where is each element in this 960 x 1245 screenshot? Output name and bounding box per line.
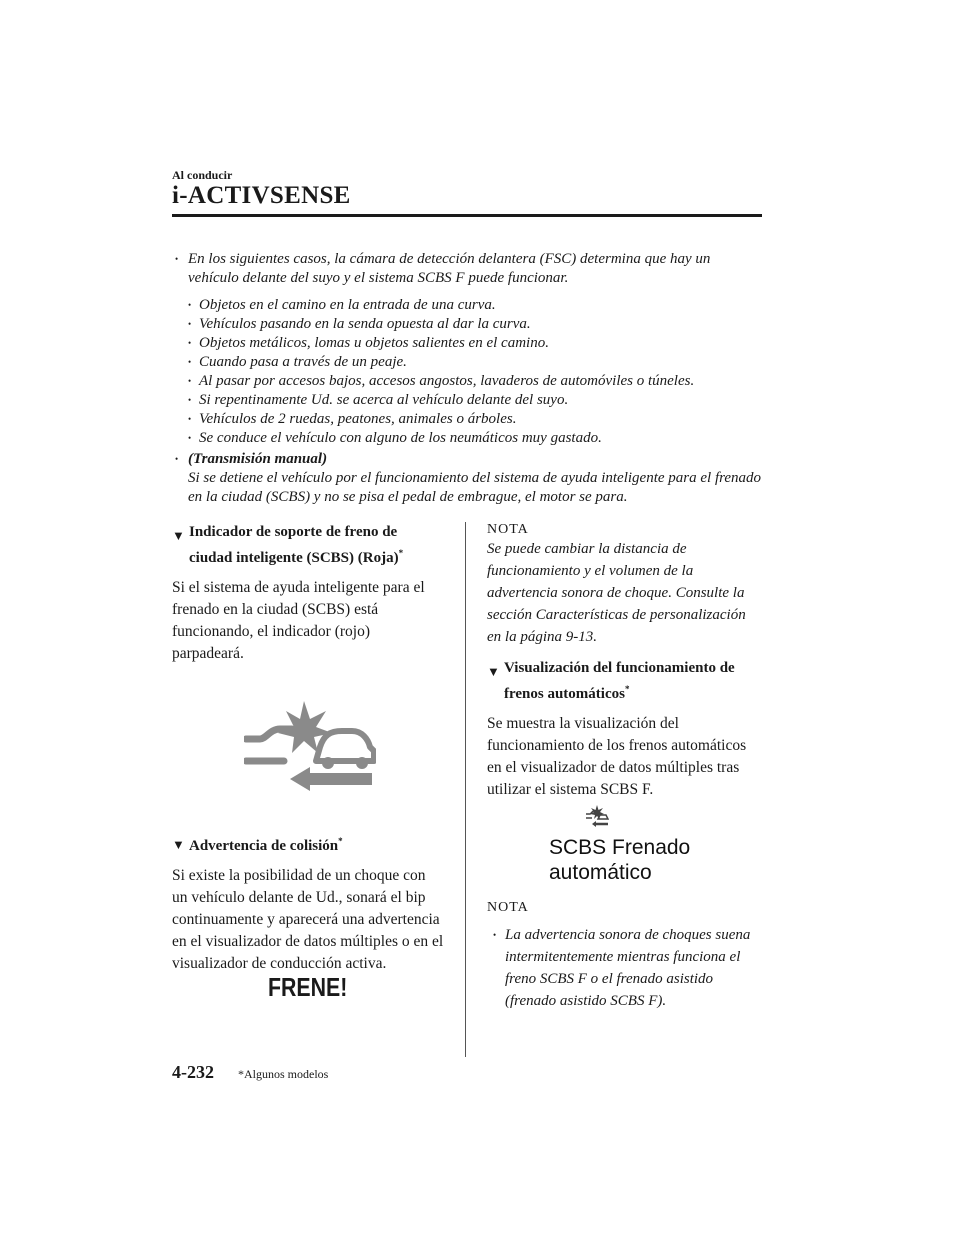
nota-bullet — [491, 924, 762, 1012]
manual-text: Si se detiene el vehículo por el funcionamiento del sistema de ayuda inteligente para el frenado en la ciudad (SCBS) y no se pisa el pedal de embrague, el motor se para. — [188, 470, 762, 505]
model-asterisk: * — [624, 684, 630, 694]
left-column — [172, 522, 444, 1003]
header-rule — [172, 214, 762, 217]
auto-brake-heading-text: Visualización del funcionamiento de frenos automáticos — [504, 660, 735, 702]
breadcrumb: Al conducir — [172, 168, 233, 182]
model-asterisk: * — [338, 836, 343, 846]
nota-label: NOTA — [487, 522, 529, 537]
section-title: i-ACTIVSENSE — [172, 182, 351, 209]
case-item: • Objetos en el camino en la entrada de una curva. — [188, 296, 762, 315]
nota2-text: La advertencia sonora de choques suena intermitentemente mientras funciona el freno SCBS F o el frenado asistido (frenado asistido SCBS F). — [505, 927, 751, 1009]
indicator-heading — [172, 522, 444, 569]
case-item: • Si repentinamente Ud. se acerca al vehículo delante del suyo. — [188, 391, 762, 410]
scbs-collision-indicator-icon — [244, 699, 376, 791]
page-number: 4-232 — [172, 1062, 214, 1082]
heading-marker-icon: ▼ — [172, 837, 185, 852]
manual-label: • (Transmisión manual) — [188, 451, 328, 467]
nota-text: Se puede cambiar la distancia de funcionamiento y el volumen de la advertencia sonora de choque. Consulte la sección Características de personalización en la página 9-13. — [487, 541, 746, 645]
case-item: • Cuando pasa a través de un peaje. — [188, 353, 762, 372]
scbs-auto-display — [549, 835, 762, 885]
frene-display: FRENE! — [268, 972, 348, 1002]
top-conditions-block — [172, 250, 762, 507]
scbs-display-line1: SCBS Frenado — [549, 836, 691, 859]
intro-text: En los siguientes casos, la cámara de detección delantera (FSC) determina que hay un vehículo delante del suyo y el sistema SCBS F puede funcionar. — [188, 251, 711, 286]
scbs-small-icon — [585, 805, 609, 827]
nota-label: NOTA — [487, 900, 529, 915]
case-item: • Objetos metálicos, lomas u objetos salientes en el camino. — [188, 334, 762, 353]
manual-bullet — [172, 450, 762, 507]
right-column — [487, 522, 762, 1012]
cases-list — [188, 296, 762, 448]
auto-brake-text: Se muestra la visualización del funcionamiento de los frenos automáticos en el visualizador de datos múltiples tras utilizar el sistema SCBS F. — [487, 715, 747, 798]
model-asterisk: * — [398, 548, 404, 558]
case-item: • Vehículos pasando en la senda opuesta al dar la curva. — [188, 315, 762, 334]
case-item: • Vehículos de 2 ruedas, peatones, animales o árboles. — [188, 410, 762, 429]
footnote: *Algunos modelos — [238, 1067, 329, 1081]
scbs-display-line2: automático — [549, 861, 652, 884]
collision-warning-heading — [172, 831, 444, 857]
case-item: • Se conduce el vehículo con alguno de los neumáticos muy gastado. — [188, 429, 762, 448]
indicator-text: Si el sistema de ayuda inteligente para el frenado en la ciudad (SCBS) está funcionando, el indicador (rojo) parpadeará. — [172, 579, 425, 662]
collision-warning-heading-text: Advertencia de colisión — [189, 838, 339, 854]
indicator-heading-text: Indicador de soporte de freno de ciudad inteligente (SCBS) (Roja) — [189, 524, 399, 566]
collision-warning-text: Si existe la posibilidad de un choque con un vehículo delante de Ud., sonará el bip continuamente y aparecerá una advertencia en el visualizador de datos múltiples o en el visualizador de conducción activa. — [172, 867, 444, 972]
heading-marker-icon: ▼ — [172, 528, 185, 543]
auto-brake-heading — [487, 658, 762, 705]
case-item: • Al pasar por accesos bajos, accesos angostos, lavaderos de automóviles o túneles. — [188, 372, 762, 391]
column-divider — [465, 522, 466, 1057]
intro-bullet — [172, 250, 762, 288]
heading-marker-icon: ▼ — [487, 664, 500, 679]
